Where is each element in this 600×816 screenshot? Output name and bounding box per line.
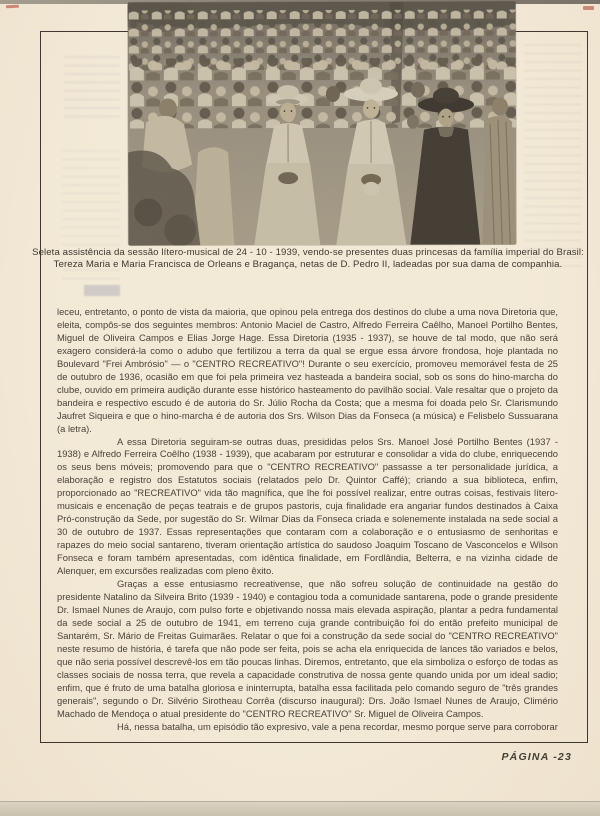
page-number-label: PÁGINA -23 [0,751,572,763]
bleed-through-smudge [524,44,582,269]
audience-photo-illustration [128,1,517,245]
red-registration-mark-right [583,6,594,10]
photo-caption-line-1: Seleta assistência da sessão lítero-musical de 24 - 10 - 1939, vendo-se presentes duas princesas da família imperial do Brasil: [30,247,586,259]
article-paragraph: A essa Diretoria seguiram-se outras duas, presididas pelos Srs. Manoel José Portilho Bentes (1937 - 1938) e Alfredo Ferreira Coêlho (1938 - 1939), que acabaram por estruturar e consolidar a vida do clube, enriquecendo os seus bens móveis; promovendo para que o "CENTRO RECREATIVO" passasse a ter personalidade jurídica, a elaboração e registro dos Estatutos sociais (relatados pelo Dr. Quintor Caffé); criando a sua biblioteca, enfim, proporcionado ao "RECREATIVO" vida tão magnífica, que lhe foi possível realizar, entre outras coisas, festivais lítero-musicais e encenação de peças teatrais e de grupos pastoris, cuja finalidade era angariar fundos destinados à Caixa Pró-construção da Sede, por sugestão do Sr. Wilmar Dias da Fonseca criada e solenemente instalada na sede social a 30 de outubro de 1937. Essas representações que contaram com a colaboração e o entusiasmo de senhoritas e rapazes do meio social santareno, tiveram orientação artística do saudoso Joaquim Toscano de Vasconcelos e Wilson Fonseca e foram também apresentadas, com idêntica finalidade, em Fordlândia, Belterra, e na vizinha cidade de Alenquer, em excursões realizadas com pleno êxito. [57,436,558,578]
photo-caption-line-2: Tereza Maria e Maria Francisca de Orleans e Bragança, netas de D. Pedro II, ladeadas por sua dama de companhia. [30,259,586,271]
audience-photograph [128,1,517,245]
bleed-through-smudge [64,56,120,118]
scan-edge-band-bottom [0,801,600,816]
article-paragraph: Há, nessa batalha, um episódio tão expresivo, vale a pena recordar, mesmo porque serve para corroborar [57,721,558,734]
bleed-through-smudge [84,285,120,296]
article-body [57,306,558,733]
photo-caption [30,247,586,271]
article-paragraph: leceu, entretanto, o ponto de vista da maioria, que opinou pela entrega dos destinos do clube a uma nova Diretoria que, eleita, compôs-se dos seguintes membros: Antonio Maciel de Castro, Alfredo Ferreira Caêlho, Manoel Portilho Bentes, Miguel de Oliveira Campos e Elias Jorge Hage. Essa Diretoria (1935 - 1937), se houve de tal modo, que não será exagero considerá-la como o adubo que fertilizou a terra da qual se ergue essa árvore frondosa, hoje plantada no Boulevard "Frei Ambrósio" — o "CENTRO RECREATIVO"! Durante o seu exercício, promoveu memorável festa de 25 de outubro de 1936, ocasião em que foi pela primeira vez hasteada a bandeira social, sob os sons do hino-marcha do clube, ouvido em primeira audição durante esse histórico hasteamento do pavilhão social. Vale resaltar que o projeto da bandeira e respectivo escudo é de autoria do Sr. Júlio Rocha da Costa; que a mesma foi doada pelo Sr. Clarismundo Jaufret Siqueira e que o hino-marcha é de autoria dos Srs. Wilson Dias da Fonseca (a música) e Felisbelo Sussuarana (a letra). [57,306,558,436]
red-registration-mark-left [6,5,19,8]
article-paragraph: Graças a esse entusiasmo recreativense, que não sofreu solução de continuidade na gestão do presidente Natalino da Silveira Brito (1939 - 1940) e contagiou toda a comunidade santarena, pode o grande presidente Dr. Ismael Nunes de Araujo, com pulso forte e objetivando nossa mais elevada aspiração, plantar a pedra fundamental da sede social a 25 de outubro de 1941, em terreno cuja grande contribuição foi do então prefeito municipal de Santarém, Sr. Mário de Freitas Guimarães. Relatar o que foi a construção da sede social do "CENTRO RECREATIVO" neste resumo de história, é tarefa que não pode ser feita, pois se acha ela enriquecida de lances tão variados e belos, que não seria possível descrevê-los em tão poucas linhas. Diremos, entretanto, que ela simboliza o esforço de todas as classes sociais de nossa terra, que revela a capacidade construtiva de nossa gente quando unida por um ideal sadio; enfim, que é fruto de uma batalha gloriosa e ininterrupta, batalha essa facilitada pelo comando seguro de "três grandes generais", segundo o Dr. Silvério Sirotheau Corrêa (discurso inaugural): Drs. João Ismael Nunes de Araujo, Climério Machado de Mendoça o atual presidente do "CENTRO RECREATIVO" Sr. Miguel de Oliveira Campos. [57,578,558,720]
